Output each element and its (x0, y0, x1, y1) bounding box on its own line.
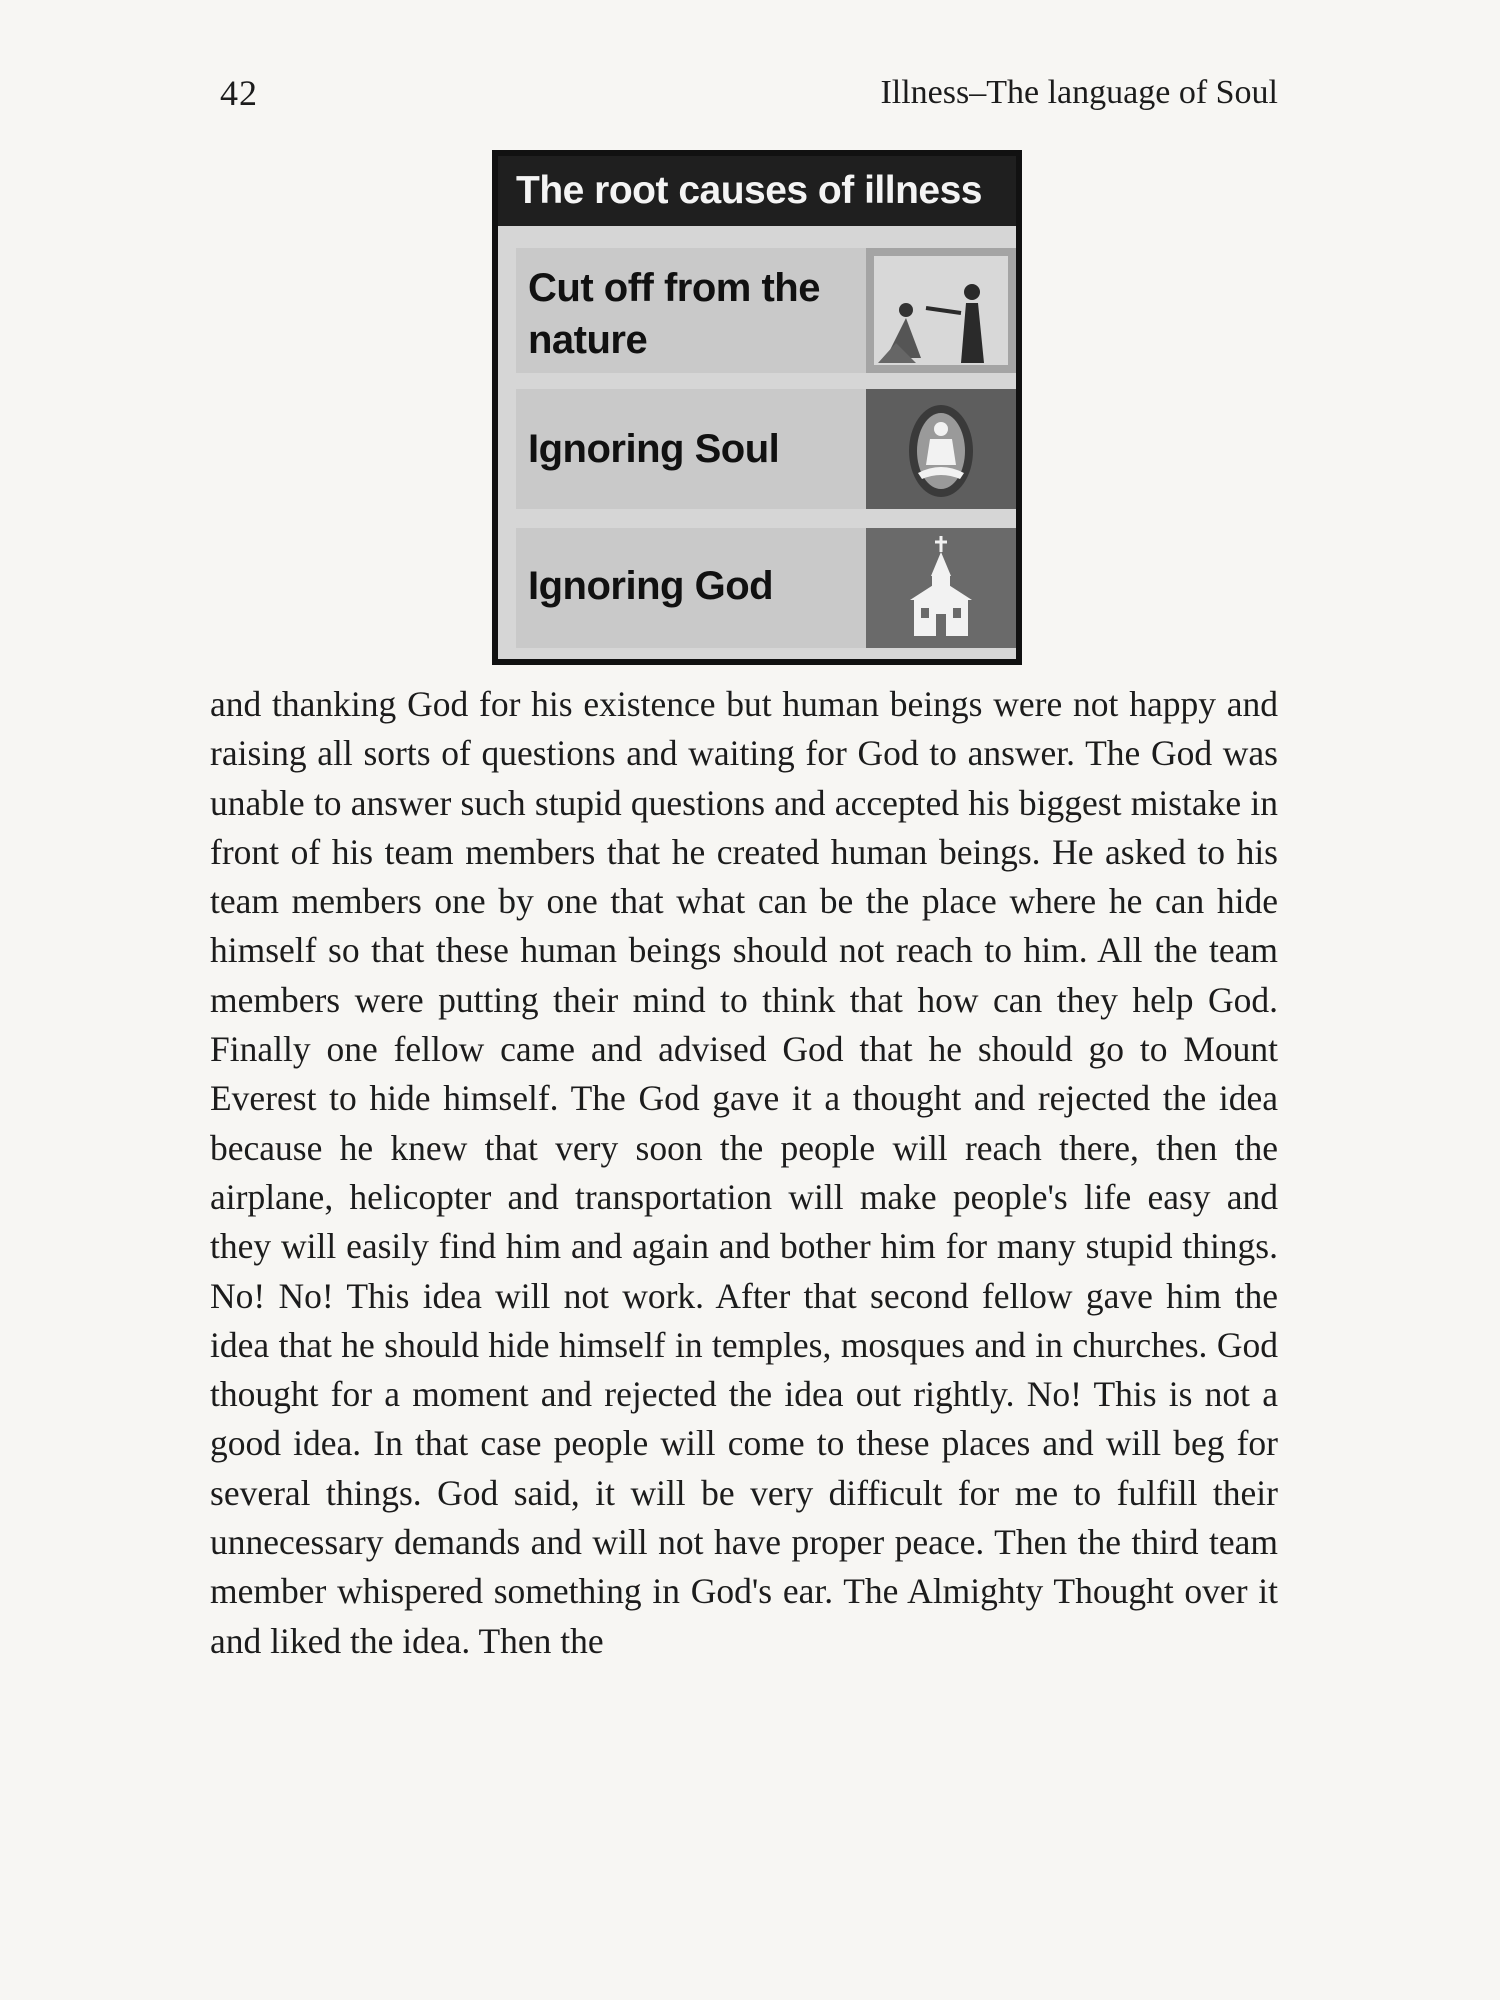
running-header: Illness–The language of Soul (880, 74, 1278, 111)
figure-row-label: Ignoring God (528, 564, 774, 608)
figure-row-ignoring-god (516, 528, 1016, 648)
figure-row-cut-off-from-nature (516, 248, 1016, 373)
person-in-nature-icon (866, 248, 1016, 373)
figure-row-label: Cut off from the nature (528, 266, 820, 362)
figure-row-label: Ignoring Soul (528, 427, 780, 471)
figure-row-ignoring-soul (516, 389, 1016, 509)
root-causes-figure (492, 150, 1022, 665)
figure-title: The root causes of illness (498, 156, 1016, 226)
meditating-figure-icon (866, 389, 1016, 509)
body-paragraph: and thanking God for his existence but human beings were not happy and raising all sorts of questions and waiting for God to answer. The God was unable to answer such stupid questions and accepted his biggest mistake in front of his team members that he created human beings. He asked to his team members one by one that what can be the place where he can hide himself so that these human beings should not reach to him. All the team members were putting their mind to think that how can they help God. Finally one fellow came and advised God that he should go to Mount Everest to hide himself. The God gave it a thought and rejected the idea because he knew that very soon the people will reach there, then the airplane, helicopter and transportation will make people's life easy and they will easily find him and again and bother him for many stupid things. No! No! This idea will not work. After that second fellow gave him the idea that he should hide himself in temples, mosques and in churches. God thought for a moment and rejected the idea out rightly. No! This is not a good idea. In that case people will come to these places and will beg for several things. God said, it will be very difficult for me to fulfill their unnecessary demands and will not have proper peace. Then the third team member whispered something in God's ear. The Almighty Thought over it and liked the idea. Then the (210, 684, 1278, 1661)
page-number: 42 (220, 73, 258, 113)
church-icon (866, 528, 1016, 648)
